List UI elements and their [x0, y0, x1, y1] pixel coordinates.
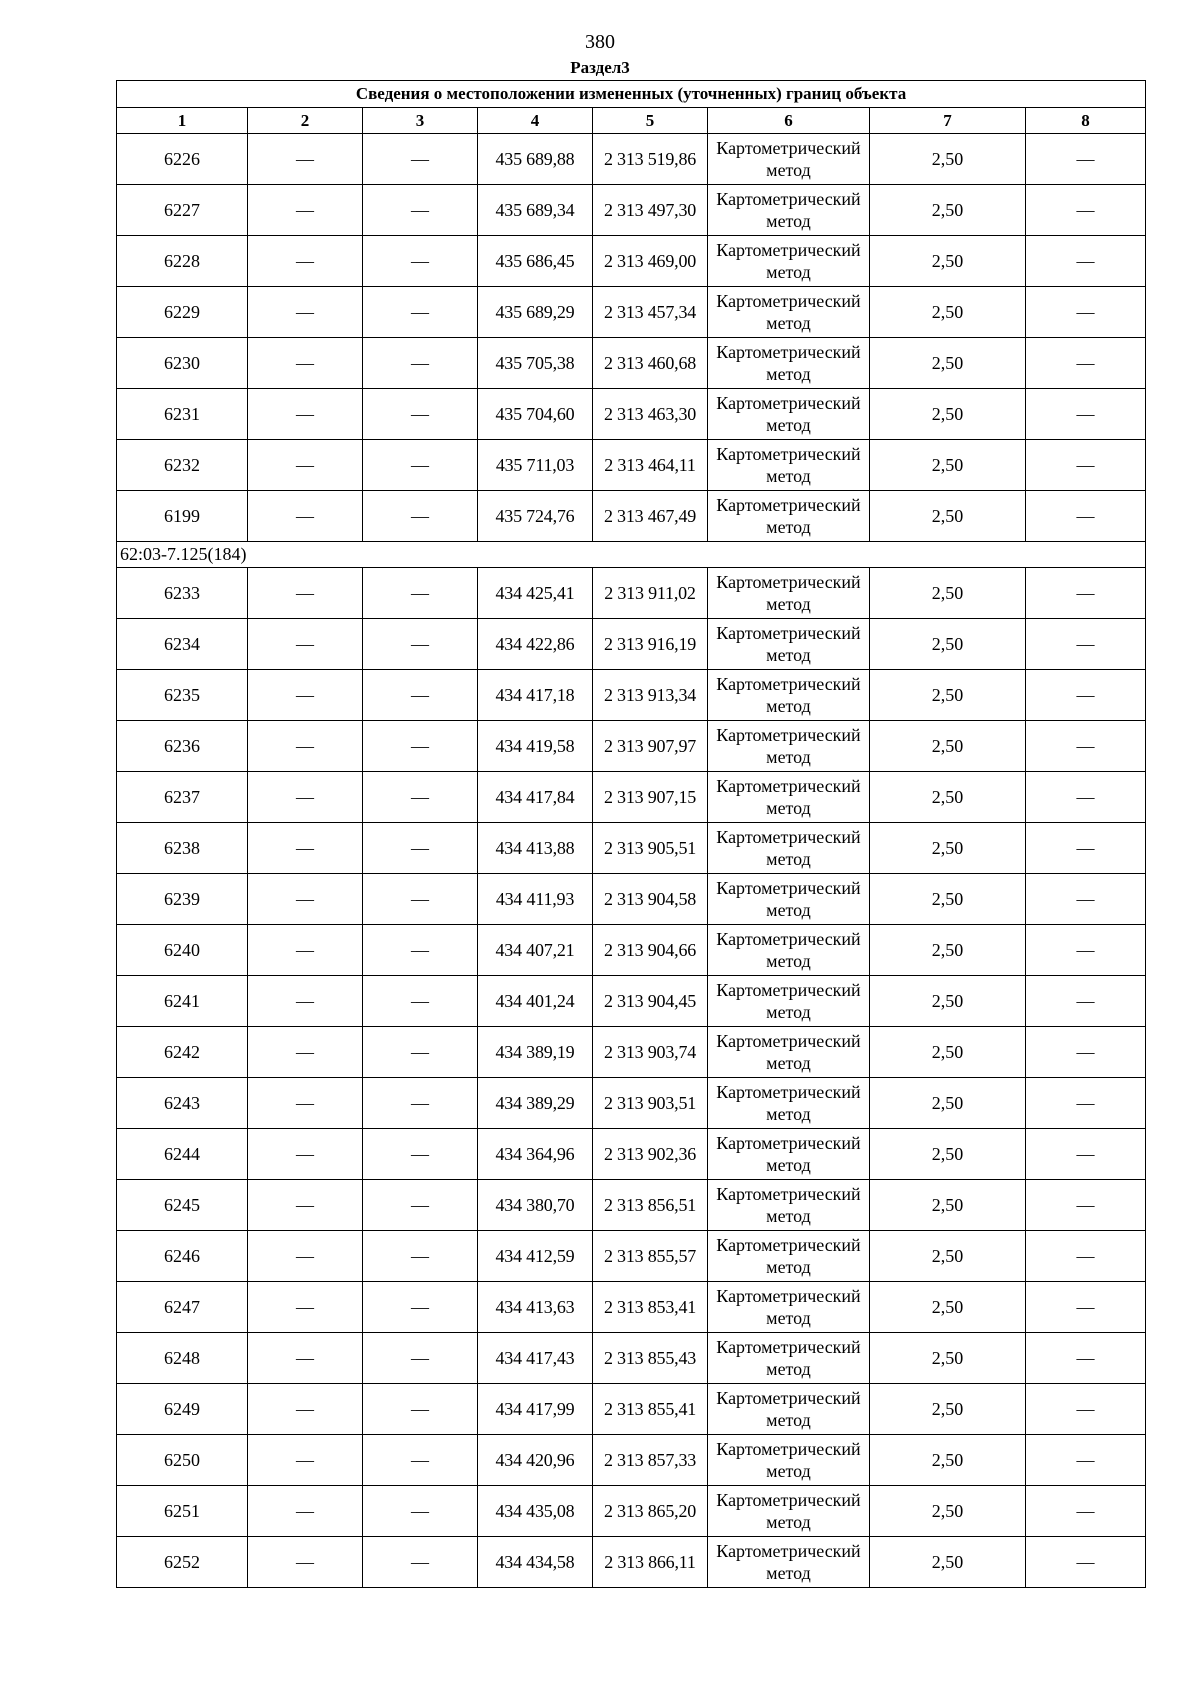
x-coordinate-cell: 435 689,29: [478, 287, 593, 338]
y-coordinate-cell: 2 313 855,57: [593, 1231, 708, 1282]
y-coordinate-cell: 2 313 857,33: [593, 1435, 708, 1486]
method-cell: Картометрический метод: [708, 976, 870, 1027]
col2-cell: —: [248, 338, 363, 389]
x-coordinate-cell: 434 435,08: [478, 1486, 593, 1537]
point-number-cell: 6247: [117, 1282, 248, 1333]
col8-cell: —: [1026, 721, 1146, 772]
col2-cell: —: [248, 721, 363, 772]
x-coordinate-cell: 434 411,93: [478, 874, 593, 925]
col3-cell: —: [363, 389, 478, 440]
x-coordinate-cell: 434 413,88: [478, 823, 593, 874]
point-number-cell: 6242: [117, 1027, 248, 1078]
col8-cell: —: [1026, 1180, 1146, 1231]
point-number-cell: 6232: [117, 440, 248, 491]
col2-cell: —: [248, 1333, 363, 1384]
col3-cell: —: [363, 1486, 478, 1537]
x-coordinate-cell: 434 407,21: [478, 925, 593, 976]
method-cell: Картометрический метод: [708, 1027, 870, 1078]
y-coordinate-cell: 2 313 856,51: [593, 1180, 708, 1231]
method-cell: Картометрический метод: [708, 1282, 870, 1333]
col2-cell: —: [248, 1282, 363, 1333]
accuracy-cell: 2,50: [870, 568, 1026, 619]
col8-cell: —: [1026, 1333, 1146, 1384]
point-number-cell: 6233: [117, 568, 248, 619]
accuracy-cell: 2,50: [870, 287, 1026, 338]
point-number-cell: 6235: [117, 670, 248, 721]
method-cell: Картометрический метод: [708, 1486, 870, 1537]
col8-cell: —: [1026, 670, 1146, 721]
col8-cell: —: [1026, 1078, 1146, 1129]
col2-cell: —: [248, 134, 363, 185]
x-coordinate-cell: 434 417,43: [478, 1333, 593, 1384]
col2-cell: —: [248, 236, 363, 287]
table-row: [117, 568, 1146, 619]
y-coordinate-cell: 2 313 855,43: [593, 1333, 708, 1384]
method-cell: Картометрический метод: [708, 1537, 870, 1588]
x-coordinate-cell: 434 364,96: [478, 1129, 593, 1180]
x-coordinate-cell: 434 413,63: [478, 1282, 593, 1333]
col8-cell: —: [1026, 772, 1146, 823]
accuracy-cell: 2,50: [870, 1384, 1026, 1435]
point-number-cell: 6251: [117, 1486, 248, 1537]
method-cell: Картометрический метод: [708, 874, 870, 925]
accuracy-cell: 2,50: [870, 389, 1026, 440]
column-header: 2: [248, 108, 363, 134]
accuracy-cell: 2,50: [870, 874, 1026, 925]
column-header: 6: [708, 108, 870, 134]
col3-cell: —: [363, 568, 478, 619]
column-header: 5: [593, 108, 708, 134]
accuracy-cell: 2,50: [870, 670, 1026, 721]
page-number: 380: [585, 31, 615, 53]
accuracy-cell: 2,50: [870, 1537, 1026, 1588]
col2-cell: —: [248, 1537, 363, 1588]
col8-cell: —: [1026, 1384, 1146, 1435]
column-header: 4: [478, 108, 593, 134]
col8-cell: —: [1026, 925, 1146, 976]
accuracy-cell: 2,50: [870, 1486, 1026, 1537]
point-number-cell: 6229: [117, 287, 248, 338]
col2-cell: —: [248, 1027, 363, 1078]
column-header: 8: [1026, 108, 1146, 134]
accuracy-cell: 2,50: [870, 1129, 1026, 1180]
x-coordinate-cell: 435 689,34: [478, 185, 593, 236]
method-cell: Картометрический метод: [708, 287, 870, 338]
col8-cell: —: [1026, 976, 1146, 1027]
col3-cell: —: [363, 1231, 478, 1282]
point-number-cell: 6237: [117, 772, 248, 823]
col2-cell: —: [248, 1078, 363, 1129]
col3-cell: —: [363, 1078, 478, 1129]
col8-cell: —: [1026, 568, 1146, 619]
accuracy-cell: 2,50: [870, 491, 1026, 542]
method-cell: Картометрический метод: [708, 823, 870, 874]
y-coordinate-cell: 2 313 905,51: [593, 823, 708, 874]
accuracy-cell: 2,50: [870, 338, 1026, 389]
col3-cell: —: [363, 1282, 478, 1333]
y-coordinate-cell: 2 313 903,51: [593, 1078, 708, 1129]
table-row: [117, 1027, 1146, 1078]
table-row: [117, 823, 1146, 874]
y-coordinate-cell: 2 313 916,19: [593, 619, 708, 670]
accuracy-cell: 2,50: [870, 1027, 1026, 1078]
table-row: [117, 389, 1146, 440]
table-row: [117, 440, 1146, 491]
col2-cell: —: [248, 287, 363, 338]
method-cell: Картометрический метод: [708, 1435, 870, 1486]
accuracy-cell: 2,50: [870, 185, 1026, 236]
y-coordinate-cell: 2 313 457,34: [593, 287, 708, 338]
y-coordinate-cell: 2 313 913,34: [593, 670, 708, 721]
point-number-cell: 6234: [117, 619, 248, 670]
x-coordinate-cell: 435 711,03: [478, 440, 593, 491]
table-row: [117, 1129, 1146, 1180]
col3-cell: —: [363, 287, 478, 338]
method-cell: Картометрический метод: [708, 925, 870, 976]
accuracy-cell: 2,50: [870, 976, 1026, 1027]
col8-cell: —: [1026, 389, 1146, 440]
col3-cell: —: [363, 874, 478, 925]
x-coordinate-cell: 434 434,58: [478, 1537, 593, 1588]
method-cell: Картометрический метод: [708, 185, 870, 236]
x-coordinate-cell: 434 412,59: [478, 1231, 593, 1282]
boundary-points-table: [116, 80, 1146, 1588]
method-cell: Картометрический метод: [708, 1384, 870, 1435]
method-cell: Картометрический метод: [708, 619, 870, 670]
point-number-cell: 6227: [117, 185, 248, 236]
method-cell: Картометрический метод: [708, 772, 870, 823]
col2-cell: —: [248, 1384, 363, 1435]
method-cell: Картометрический метод: [708, 1231, 870, 1282]
point-number-cell: 6199: [117, 491, 248, 542]
point-number-cell: 6243: [117, 1078, 248, 1129]
x-coordinate-cell: 434 425,41: [478, 568, 593, 619]
method-cell: Картометрический метод: [708, 440, 870, 491]
table-row: [117, 1231, 1146, 1282]
accuracy-cell: 2,50: [870, 1180, 1026, 1231]
col3-cell: —: [363, 772, 478, 823]
x-coordinate-cell: 434 380,70: [478, 1180, 593, 1231]
col8-cell: —: [1026, 287, 1146, 338]
col2-cell: —: [248, 568, 363, 619]
col8-cell: —: [1026, 1537, 1146, 1588]
y-coordinate-cell: 2 313 907,97: [593, 721, 708, 772]
point-number-cell: 6236: [117, 721, 248, 772]
col3-cell: —: [363, 1129, 478, 1180]
point-number-cell: 6240: [117, 925, 248, 976]
table-row: [117, 1537, 1146, 1588]
y-coordinate-cell: 2 313 911,02: [593, 568, 708, 619]
x-coordinate-cell: 434 419,58: [478, 721, 593, 772]
y-coordinate-cell: 2 313 855,41: [593, 1384, 708, 1435]
col8-cell: —: [1026, 491, 1146, 542]
method-cell: Картометрический метод: [708, 491, 870, 542]
col8-cell: —: [1026, 236, 1146, 287]
x-coordinate-cell: 435 689,88: [478, 134, 593, 185]
table-row: [117, 1435, 1146, 1486]
point-number-cell: 6245: [117, 1180, 248, 1231]
col3-cell: —: [363, 338, 478, 389]
method-cell: Картометрический метод: [708, 1333, 870, 1384]
y-coordinate-cell: 2 313 469,00: [593, 236, 708, 287]
col3-cell: —: [363, 1435, 478, 1486]
table-row: [117, 134, 1146, 185]
y-coordinate-cell: 2 313 519,86: [593, 134, 708, 185]
y-coordinate-cell: 2 313 865,20: [593, 1486, 708, 1537]
point-number-cell: 6241: [117, 976, 248, 1027]
method-cell: Картометрический метод: [708, 670, 870, 721]
table-row: [117, 721, 1146, 772]
point-number-cell: 6248: [117, 1333, 248, 1384]
col2-cell: —: [248, 976, 363, 1027]
accuracy-cell: 2,50: [870, 1333, 1026, 1384]
col3-cell: —: [363, 721, 478, 772]
table-row: [117, 1384, 1146, 1435]
col8-cell: —: [1026, 1282, 1146, 1333]
x-coordinate-cell: 434 420,96: [478, 1435, 593, 1486]
table-row: [117, 185, 1146, 236]
method-cell: Картометрический метод: [708, 338, 870, 389]
col8-cell: —: [1026, 823, 1146, 874]
x-coordinate-cell: 435 705,38: [478, 338, 593, 389]
col8-cell: —: [1026, 1231, 1146, 1282]
col3-cell: —: [363, 925, 478, 976]
col8-cell: —: [1026, 619, 1146, 670]
x-coordinate-cell: 435 686,45: [478, 236, 593, 287]
method-cell: Картометрический метод: [708, 236, 870, 287]
table-header-row: [117, 108, 1146, 134]
x-coordinate-cell: 435 704,60: [478, 389, 593, 440]
accuracy-cell: 2,50: [870, 236, 1026, 287]
y-coordinate-cell: 2 313 460,68: [593, 338, 708, 389]
col3-cell: —: [363, 440, 478, 491]
y-coordinate-cell: 2 313 467,49: [593, 491, 708, 542]
point-number-cell: 6252: [117, 1537, 248, 1588]
col2-cell: —: [248, 1486, 363, 1537]
col2-cell: —: [248, 619, 363, 670]
col8-cell: —: [1026, 1129, 1146, 1180]
point-number-cell: 6244: [117, 1129, 248, 1180]
y-coordinate-cell: 2 313 903,74: [593, 1027, 708, 1078]
column-header: 7: [870, 108, 1026, 134]
y-coordinate-cell: 2 313 464,11: [593, 440, 708, 491]
point-number-cell: 6249: [117, 1384, 248, 1435]
col3-cell: —: [363, 823, 478, 874]
parcel-number-label: 62:03-7.125(184): [117, 542, 1146, 568]
point-number-cell: 6250: [117, 1435, 248, 1486]
col8-cell: —: [1026, 1435, 1146, 1486]
table-row: [117, 619, 1146, 670]
accuracy-cell: 2,50: [870, 823, 1026, 874]
method-cell: Картометрический метод: [708, 1129, 870, 1180]
x-coordinate-cell: 434 389,19: [478, 1027, 593, 1078]
table-row: [117, 1282, 1146, 1333]
col8-cell: —: [1026, 874, 1146, 925]
accuracy-cell: 2,50: [870, 1435, 1026, 1486]
x-coordinate-cell: 434 422,86: [478, 619, 593, 670]
col3-cell: —: [363, 619, 478, 670]
point-number-cell: 6230: [117, 338, 248, 389]
col2-cell: —: [248, 1129, 363, 1180]
col2-cell: —: [248, 823, 363, 874]
table-row: [117, 1333, 1146, 1384]
table-caption-row: [117, 81, 1146, 108]
table-row: [117, 1180, 1146, 1231]
col2-cell: —: [248, 772, 363, 823]
col8-cell: —: [1026, 440, 1146, 491]
table-row: [117, 287, 1146, 338]
x-coordinate-cell: 435 724,76: [478, 491, 593, 542]
col8-cell: —: [1026, 1027, 1146, 1078]
col2-cell: —: [248, 1435, 363, 1486]
y-coordinate-cell: 2 313 907,15: [593, 772, 708, 823]
col3-cell: —: [363, 1537, 478, 1588]
y-coordinate-cell: 2 313 853,41: [593, 1282, 708, 1333]
col8-cell: —: [1026, 134, 1146, 185]
col2-cell: —: [248, 670, 363, 721]
x-coordinate-cell: 434 417,99: [478, 1384, 593, 1435]
parcel-group-row: [117, 542, 1146, 568]
table-row: [117, 976, 1146, 1027]
col8-cell: —: [1026, 338, 1146, 389]
method-cell: Картометрический метод: [708, 389, 870, 440]
accuracy-cell: 2,50: [870, 619, 1026, 670]
accuracy-cell: 2,50: [870, 440, 1026, 491]
table-row: [117, 338, 1146, 389]
col8-cell: —: [1026, 185, 1146, 236]
table-row: [117, 491, 1146, 542]
col3-cell: —: [363, 1180, 478, 1231]
method-cell: Картометрический метод: [708, 134, 870, 185]
point-number-cell: 6228: [117, 236, 248, 287]
y-coordinate-cell: 2 313 866,11: [593, 1537, 708, 1588]
col2-cell: —: [248, 491, 363, 542]
col3-cell: —: [363, 976, 478, 1027]
col2-cell: —: [248, 925, 363, 976]
y-coordinate-cell: 2 313 904,45: [593, 976, 708, 1027]
col2-cell: —: [248, 874, 363, 925]
table-caption: Сведения о местоположении измененных (уточненных) границ объекта: [117, 81, 1146, 108]
x-coordinate-cell: 434 389,29: [478, 1078, 593, 1129]
table-row: [117, 925, 1146, 976]
y-coordinate-cell: 2 313 463,30: [593, 389, 708, 440]
accuracy-cell: 2,50: [870, 1078, 1026, 1129]
col2-cell: —: [248, 1231, 363, 1282]
col3-cell: —: [363, 134, 478, 185]
column-header: 3: [363, 108, 478, 134]
accuracy-cell: 2,50: [870, 925, 1026, 976]
point-number-cell: 6238: [117, 823, 248, 874]
col3-cell: —: [363, 1027, 478, 1078]
y-coordinate-cell: 2 313 902,36: [593, 1129, 708, 1180]
table-row: [117, 1486, 1146, 1537]
col3-cell: —: [363, 185, 478, 236]
col2-cell: —: [248, 389, 363, 440]
accuracy-cell: 2,50: [870, 1231, 1026, 1282]
table-row: [117, 670, 1146, 721]
x-coordinate-cell: 434 401,24: [478, 976, 593, 1027]
point-number-cell: 6246: [117, 1231, 248, 1282]
point-number-cell: 6239: [117, 874, 248, 925]
section-title: Раздел3: [570, 58, 630, 77]
accuracy-cell: 2,50: [870, 134, 1026, 185]
col3-cell: —: [363, 670, 478, 721]
col3-cell: —: [363, 236, 478, 287]
x-coordinate-cell: 434 417,84: [478, 772, 593, 823]
col8-cell: —: [1026, 1486, 1146, 1537]
accuracy-cell: 2,50: [870, 1282, 1026, 1333]
point-number-cell: 6226: [117, 134, 248, 185]
y-coordinate-cell: 2 313 904,58: [593, 874, 708, 925]
col2-cell: —: [248, 1180, 363, 1231]
column-header: 1: [117, 108, 248, 134]
x-coordinate-cell: 434 417,18: [478, 670, 593, 721]
accuracy-cell: 2,50: [870, 772, 1026, 823]
table-row: [117, 1078, 1146, 1129]
col2-cell: —: [248, 440, 363, 491]
accuracy-cell: 2,50: [870, 721, 1026, 772]
table-row: [117, 772, 1146, 823]
y-coordinate-cell: 2 313 904,66: [593, 925, 708, 976]
method-cell: Картометрический метод: [708, 721, 870, 772]
method-cell: Картометрический метод: [708, 568, 870, 619]
point-number-cell: 6231: [117, 389, 248, 440]
col2-cell: —: [248, 185, 363, 236]
col3-cell: —: [363, 1384, 478, 1435]
y-coordinate-cell: 2 313 497,30: [593, 185, 708, 236]
col3-cell: —: [363, 491, 478, 542]
method-cell: Картометрический метод: [708, 1078, 870, 1129]
col3-cell: —: [363, 1333, 478, 1384]
table-row: [117, 236, 1146, 287]
table-row: [117, 874, 1146, 925]
method-cell: Картометрический метод: [708, 1180, 870, 1231]
